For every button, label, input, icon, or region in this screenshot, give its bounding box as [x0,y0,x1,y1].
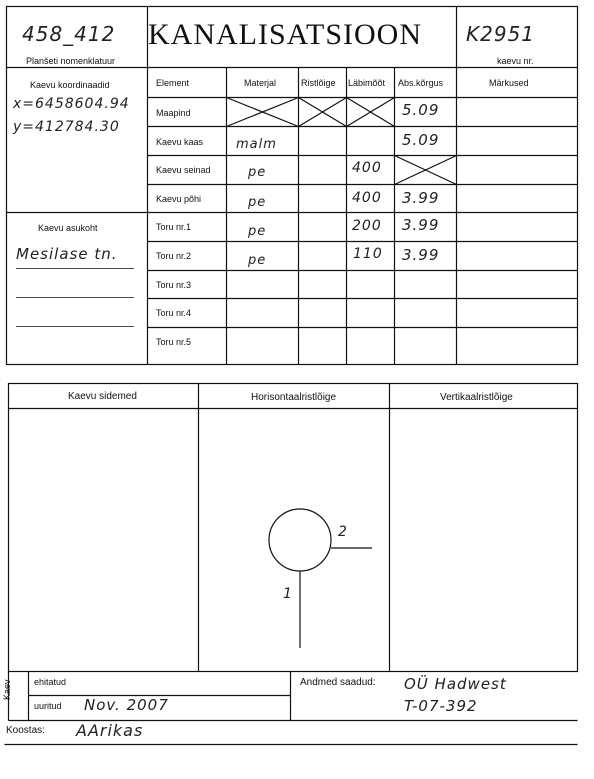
compiled-label: Koostas: [6,725,45,736]
row-material: pe [248,253,267,268]
header-notes: Märkused [489,78,529,88]
data-from-label: Andmed saadud: [300,677,376,688]
coord-y: y=412784.30 [13,119,120,135]
row-height: 3.99 [402,246,440,264]
pipe-2-label: 2 [338,524,348,540]
row-element: Toru nr.3 [156,280,192,290]
row-diameter: 400 [352,190,382,206]
header-abs-height: Abs.kõrgus [398,78,444,88]
header-element: Element [156,78,190,88]
built-label: ehitatud [34,677,67,687]
manhole-plan-drawing [269,509,372,648]
row-height: 5.09 [402,101,440,119]
row-material: pe [248,195,267,210]
row-material: pe [248,165,267,180]
nomenclature-label: Planšeti nomenklatuur [26,56,116,66]
data-from-line2: T-07-392 [404,697,478,715]
kaev-label: Kaev [2,679,12,700]
section-vertical: Vertikaalristlõige [440,392,513,403]
row-element: Toru nr.2 [156,251,192,261]
data-from-line1: OÜ Hadwest [404,675,507,693]
coords-label: Kaevu koordinaadid [30,80,110,90]
row-diameter: 400 [352,160,382,176]
section-connections: Kaevu sidemed [68,391,137,402]
compiled-value: AArikas [76,721,144,740]
well-number-value: K2951 [466,22,536,46]
section-horizontal: Horisontaalristlõige [251,392,337,403]
row-element: Kaevu seinad [156,165,211,175]
row-material: malm [236,137,277,152]
row-element: Maapind [156,108,191,118]
header-diameter: Läbimõõt [348,78,386,88]
page-title: KANALISATSIOON [148,18,422,51]
row-height: 3.99 [402,216,440,234]
row-element: Kaevu kaas [156,137,204,147]
well-number-label: kaevu nr. [497,56,534,66]
header-cross-section: Ristlõige [301,78,336,88]
coord-x: x=6458604.94 [13,96,130,112]
header-material: Materjal [244,78,277,88]
pipe-1-label: 1 [283,586,293,602]
row-element: Toru nr.5 [156,337,192,347]
nomenclature-value: 458_412 [22,22,116,46]
surveyed-label: uuritud [34,701,62,711]
row-element: Kaevu põhi [156,194,202,204]
row-material: pe [248,224,267,239]
row-height: 3.99 [402,189,440,207]
row-diameter: 110 [353,246,383,262]
row-element: Toru nr.1 [156,222,192,232]
location-value: Mesilase tn. [16,245,118,263]
row-diameter: 200 [352,218,382,234]
row-element: Toru nr.4 [156,308,192,318]
surveyed-value: Nov. 2007 [84,696,169,714]
row-height: 5.09 [402,131,440,149]
location-label: Kaevu asukoht [38,223,98,233]
